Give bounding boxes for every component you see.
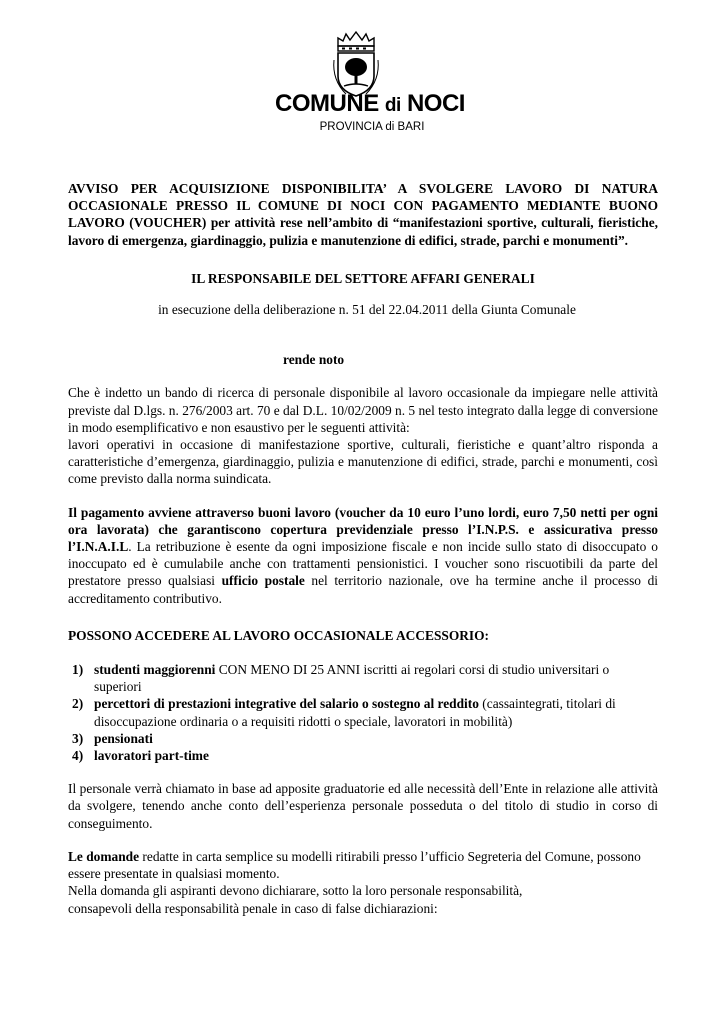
declaration-line-2: consapevoli della responsabilità penale in caso di false dichiarazioni: (68, 900, 438, 916)
list-item (68, 695, 658, 729)
document-title: AVVISO PER ACQUISIZIONE DISPONIBILITA’ A SVOLGERE LAVORO DI NATURA OCCASIONALE PRESSO IL COMUNE DI NOCI CON PAGAMENTO MEDIANTE BUONO LAVORO (VOUCHER) per attività rese nell’ambito di “manifestazioni sportive, culturali, fieristiche, lavoro di emergenza, giardinaggio, pulizia e manutenzione di edifici, strade, parchi e monumenti”. (68, 181, 658, 248)
list-item-bold: pensionati (94, 730, 153, 746)
announcement-heading: rende noto (283, 352, 345, 368)
list-item (68, 747, 658, 764)
list-item-number: 3) (72, 730, 84, 746)
list-item-number: 1) (72, 662, 84, 678)
list-item (68, 730, 658, 747)
list-item-text: CON MENO DI 25 ANNI iscritti ai regolari corsi di studio universitari o superiori (94, 662, 610, 695)
municipality-name: COMUNE di NOCI (275, 90, 465, 117)
paragraph-activities: lavori operativi in occasione di manifestazione sportive, culturali, fieristiche e quant’altro risponda a caratteristiche d’emergenza, giardinaggio, pulizia e manutenzione di edifici, strade, parchi e monumenti, così come previsto dalla norma suindicata. (68, 437, 658, 487)
declaration-line-1: Nella domanda gli aspiranti devono dichiarare, sotto la loro personale responsabilità, (68, 883, 523, 899)
paragraph-intro: Che è indetto un bando di ricerca di personale disponibile al lavoro occasionale da impiegare nelle attività previste dal D.lgs. n. 276/2003 art. 70 e dal D.L. 10/02/2009 n. 5 nel testo integrato dalla legge di conversione in modo esemplificativo e non esaustivo per le seguenti attività: (68, 385, 658, 435)
list-item-number: 4) (72, 748, 84, 764)
eligibility-list (68, 661, 658, 764)
paragraph-payment (68, 504, 658, 607)
paragraph-selection: Il personale verrà chiamato in base ad apposite graduatorie ed alle necessità dell’Ente in relazione alle attività da svolgere, tenendo anche conto dell’esperienza personale posseduta o del titolo di studio in corso di conseguimento. (68, 781, 658, 831)
list-item-bold: lavoratori part-time (94, 748, 209, 764)
applications-bold: Le domande (68, 848, 140, 864)
eligibility-heading: POSSONO ACCEDERE AL LAVORO OCCASIONALE ACCESSORIO: (68, 627, 490, 643)
resolution-reference: in esecuzione della deliberazione n. 51 del 22.04.2011 della Giunta Comunale (158, 302, 576, 318)
list-item-text: (cassaintegrati, titolari di disoccupazione ordinaria o a requisiti ridotti o speciale, lavoratori in mobilità) (94, 696, 616, 729)
province-name: PROVINCIA di BARI (319, 121, 425, 133)
list-item-bold: percettori di prestazioni integrative del salario o sostegno al reddito (94, 696, 479, 712)
municipal-crest-icon (330, 30, 382, 98)
list-item-number: 2) (72, 696, 84, 712)
paragraph-applications (68, 848, 658, 882)
list-item (68, 661, 658, 695)
list-item-bold: studenti maggiorenni (94, 662, 216, 678)
paragraph-declaration (68, 882, 658, 916)
issuer-heading: IL RESPONSABILE DEL SETTORE AFFARI GENERALI (191, 270, 535, 286)
document-body (68, 180, 658, 917)
payment-text-end: nel territorio nazionale, ove ha termine anche il processo di accreditamento contributivo. (68, 573, 658, 606)
post-office-text: ufficio postale (221, 573, 305, 589)
payment-bold-text: Il pagamento avviene attraverso buoni lavoro (voucher da 10 euro l’uno lordi, euro 7,50 netti per ogni ora lavorata) che garantiscono copertura previdenziale presso l’I.N.P.S. e assicurativa presso l’I.N.A.I.L (68, 504, 658, 555)
applications-text: redatte in carta semplice su modelli ritirabili presso l’ufficio Segreteria del Comune, possono essere presentate in qualsiasi momento. (68, 848, 641, 882)
payment-text: . La retribuzione è esente da ogni imposizione fiscale e non incide sullo stato di disoccupato o inoccupato ed è cumulabile anche con trattamenti pensionistici. I voucher sono riscuotibili da parte del prestatore presso qualsiasi (68, 539, 658, 589)
